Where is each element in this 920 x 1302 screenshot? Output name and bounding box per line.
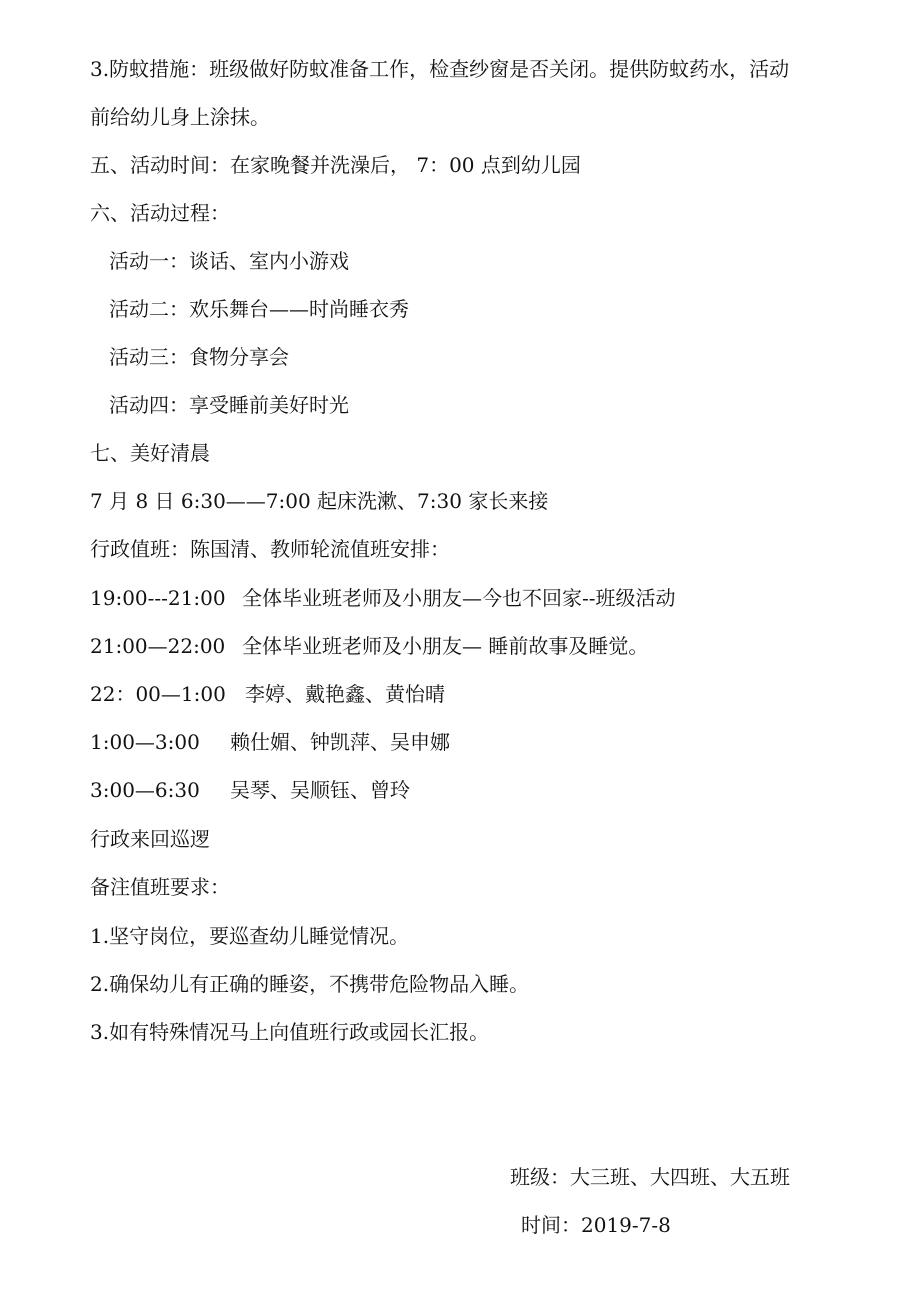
paragraph-mosquito-line2: 前给幼儿身上涂抹。 [90,105,270,129]
schedule-time: 1:00—3:00 [90,730,200,754]
signature-date: 时间：2019-7-8 [521,1213,671,1237]
schedule-row [90,776,410,804]
schedule-desc: 全体毕业班老师及小朋友—今也不回家--班级活动 [242,586,676,610]
signature-class: 班级：大三班、大四班、大五班 [510,1165,790,1189]
note-item: 3.如有特殊情况马上向值班行政或园长汇报。 [90,1020,490,1044]
schedule-time: 22：00—1:00 [90,682,226,706]
schedule-desc: 吴琴、吴顺钰、曾玲 [230,778,410,802]
schedule-desc: 李婷、戴艳鑫、黄怡晴 [245,682,445,706]
schedule-time: 21:00—22:00 [90,634,226,658]
schedule-row [90,728,450,756]
schedule-time: 19:00---21:00 [90,586,226,610]
schedule-desc: 全体毕业班老师及小朋友— 睡前故事及睡觉。 [242,634,649,658]
section-activity-time: 五、活动时间：在家晚餐并洗澡后， 7：00 点到幼儿园 [90,153,581,177]
patrol-note: 行政来回巡逻 [90,827,210,851]
note-item: 2.确保幼儿有正确的睡姿，不携带危险物品入睡。 [90,972,530,996]
activity-item: 活动三：食物分享会 [109,345,289,369]
schedule-row [90,680,445,708]
activity-item: 活动四：享受睡前美好时光 [109,393,349,417]
notes-heading: 备注值班要求： [90,875,230,899]
schedule-row [90,584,676,612]
schedule-desc: 赖仕媚、钟凯萍、吴申娜 [230,730,450,754]
section-morning: 七、美好清晨 [90,441,210,465]
morning-schedule: 7 月 8 日 6:30——7:00 起床洗漱、7:30 家长来接 [90,489,549,513]
section-activity-process: 六、活动过程： [90,201,230,225]
schedule-time: 3:00—6:30 [90,778,200,802]
activity-item: 活动二：欢乐舞台——时尚睡衣秀 [109,297,409,321]
schedule-row [90,632,649,660]
duty-heading: 行政值班：陈国清、教师轮流值班安排： [90,537,450,561]
paragraph-mosquito-line1: 3.防蚊措施：班级做好防蚊准备工作，检查纱窗是否关闭。提供防蚊药水，活动 [90,57,790,81]
note-item: 1.坚守岗位，要巡查幼儿睡觉情况。 [90,924,410,948]
activity-item: 活动一：谈话、室内小游戏 [109,249,349,273]
